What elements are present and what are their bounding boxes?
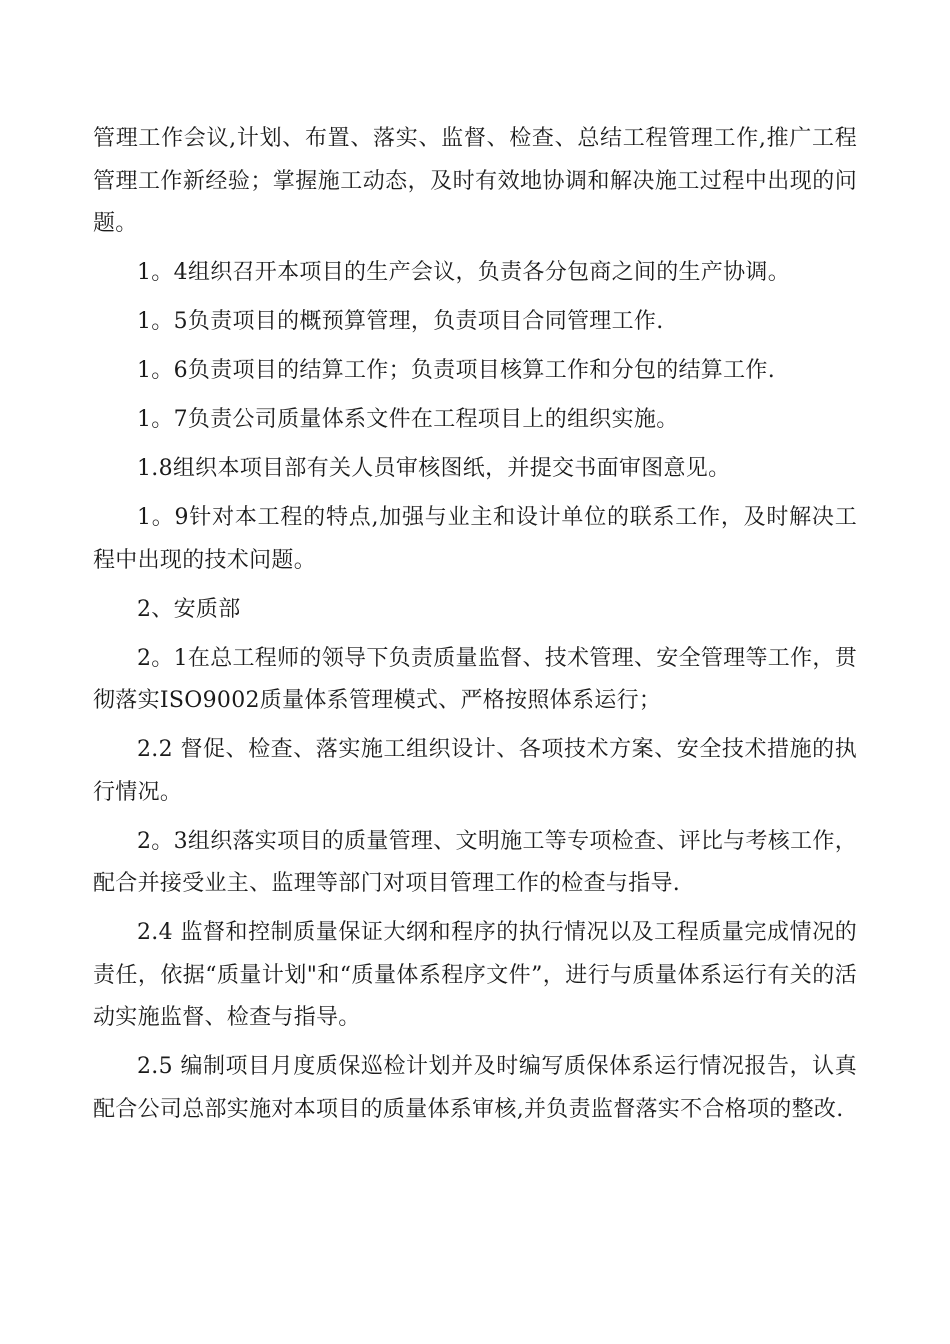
paragraph-2-2: 2.2 督促、检查、落实施工组织设计、各项技术方案、安全技术措施的执行情况。	[93, 737, 857, 805]
section-heading-anzhibu: 2、安质部	[137, 596, 241, 622]
paragraph-1-9: 1。9针对本工程的特点,加强与业主和设计单位的联系工作，及时解决工程中出现的技术问题。	[93, 505, 857, 573]
paragraph-2-5: 2.5 编制项目月度质保巡检计划并及时编写质保体系运行情况报告，认真配合公司总部实施对本项目的质量体系审核,并负责监督落实不合格项的整改.	[93, 1054, 857, 1122]
paragraph-1-6: 1。6负责项目的结算工作；负责项目核算工作和分包的结算工作.	[137, 358, 775, 383]
paragraph-1-4: 1。4组织召开本项目的生产会议，负责各分包商之间的生产协调。	[137, 260, 790, 285]
paragraph-2-3: 2。3组织落实项目的质量管理、文明施工等专项检查、评比与考核工作，配合并接受业主、监理等部门对项目管理工作的检查与指导.	[93, 828, 857, 896]
paragraph-continuation: 管理工作会议,计划、布置、落实、监督、检查、总结工程管理工作,推广工程管理工作新经验；掌握施工动态，及时有效地协调和解决施工过程中出现的问题。	[93, 126, 857, 236]
paragraph-2-4: 2.4 监督和控制质量保证大纲和程序的执行情况以及工程质量完成情况的责任，依据“质量计划"和“质量体系程序文件”，进行与质量体系运行有关的活动实施监督、检查与指导。	[93, 920, 857, 1030]
paragraph-1-8: 1.8组织本项目部有关人员审核图纸，并提交书面审图意见。	[137, 456, 731, 481]
paragraph-2-1: 2。1在总工程师的领导下负责质量监督、技术管理、安全管理等工作，贯彻落实ISO9002质量体系管理模式、严格按照体系运行；	[93, 645, 857, 713]
document-body	[93, 118, 857, 1138]
paragraph-1-5: 1。5负责项目的概预算管理，负责项目合同管理工作.	[137, 309, 664, 334]
paragraph-1-7: 1。7负责公司质量体系文件在工程项目上的组织实施。	[137, 407, 679, 432]
